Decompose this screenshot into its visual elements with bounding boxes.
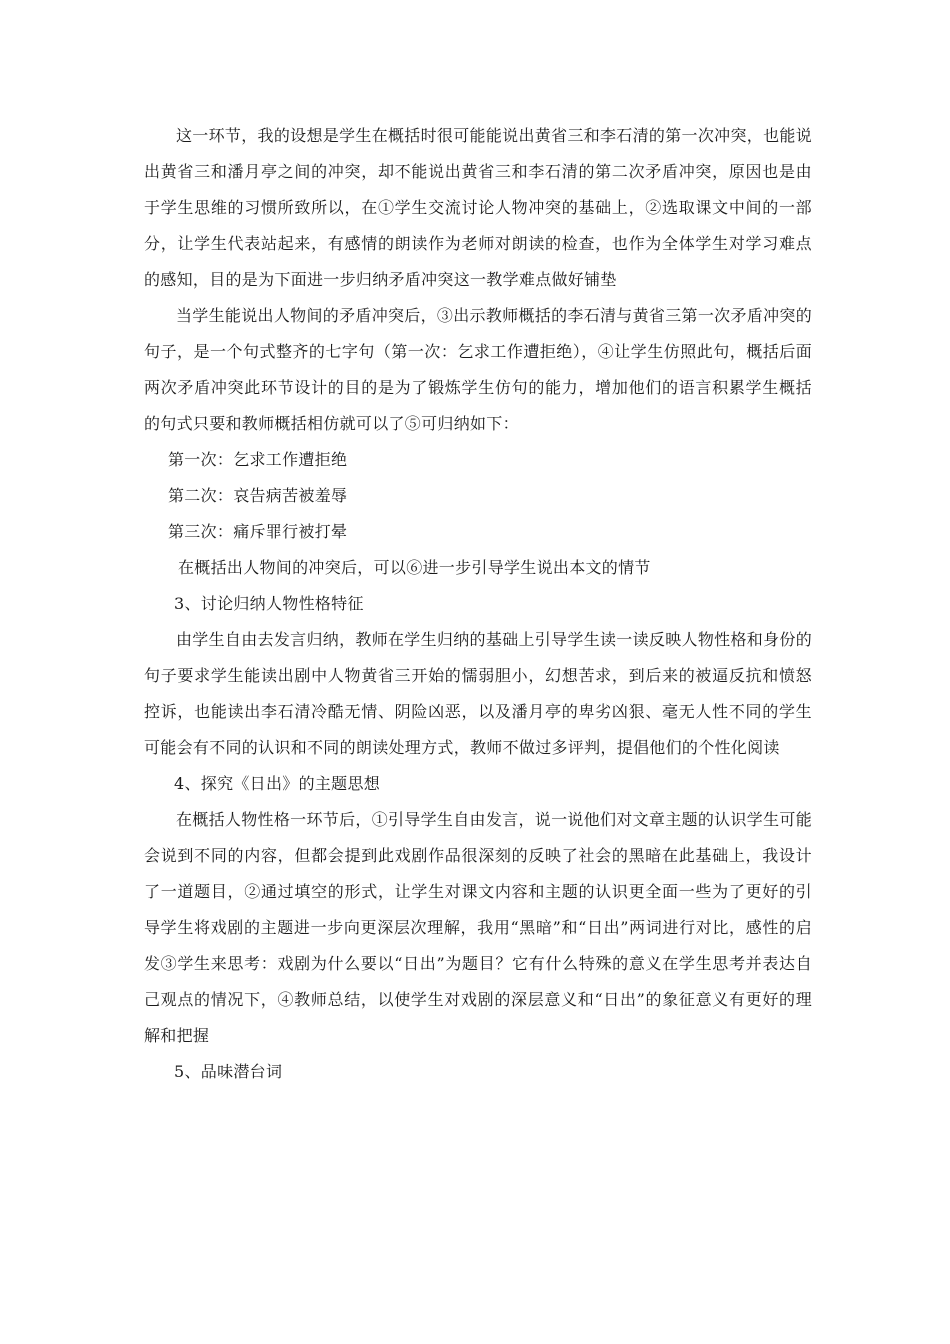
section-3-heading: 3、讨论归纳人物性格特征 — [174, 594, 364, 613]
list-item-second: 第二次：哀告病苦被羞辱 — [168, 486, 348, 505]
section-4-heading: 4、探究《日出》的主题思想 — [174, 774, 381, 793]
paragraph-plot: 在概括出人物间的冲突后，可以⑥进一步引导学生说出本文的情节 — [178, 558, 651, 577]
section-3-paragraph: 由学生自由去发言归纳，教师在学生归纳的基础上引导学生读一读反映人物性格和身份的句子要求学生能读出剧中人物黄省三开始的懦弱胆小，幻想苦求，到后来的被逼反抗和愤怒控诉，也能读出李石清冷酷无情、阴险凶恶，以及潘月亭的卑劣凶狠、毫无人性不同的学生可能会有不同的认识和不同的朗读处理方式，教师不做过多评判，提倡他们的个性化阅读 — [144, 630, 812, 757]
document-page — [144, 118, 812, 1090]
paragraph-conflict: 当学生能说出人物间的矛盾冲突后，③出示教师概括的李石清与黄省三第一次矛盾冲突的句子，是一个句式整齐的七字句（第一次：乞求工作遭拒绝），④让学生仿照此句，概括后面两次矛盾冲突此环节设计的目的是为了锻炼学生仿句的能力，增加他们的语言积累学生概括的句式只要和教师概括相仿就可以了⑤可归纳如下： — [144, 306, 812, 433]
section-5-heading: 5、品味潜台词 — [174, 1062, 283, 1081]
paragraph-setup: 这一环节，我的设想是学生在概括时很可能能说出黄省三和李石清的第一次冲突，也能说出黄省三和潘月亭之间的冲突，却不能说出黄省三和李石清的第二次矛盾冲突，原因也是由于学生思维的习惯所致所以，在①学生交流讨论人物冲突的基础上，②选取课文中间的一部分，让学生代表站起来，有感情的朗读作为老师对朗读的检查，也作为全体学生对学习难点的感知，目的是为下面进一步归纳矛盾冲突这一教学难点做好铺垫 — [144, 126, 812, 289]
section-4-paragraph: 在概括人物性格一环节后，①引导学生自由发言，说一说他们对文章主题的认识学生可能会说到不同的内容，但都会提到此戏剧作品很深刻的反映了社会的黑暗在此基础上，我设计了一道题目，②通过填空的形式，让学生对课文内容和主题的认识更全面一些为了更好的引导学生将戏剧的主题进一步向更深层次理解，我用“黑暗”和“日出”两词进行对比，感性的启发③学生来思考：戏剧为什么要以“日出”为题目？它有什么特殊的意义在学生思考并表达自己观点的情况下，④教师总结，以使学生对戏剧的深层意义和“日出”的象征意义有更好的理解和把握 — [144, 810, 812, 1045]
list-item-third: 第三次：痛斥罪行被打晕 — [168, 522, 348, 541]
list-item-first: 第一次：乞求工作遭拒绝 — [168, 450, 348, 469]
